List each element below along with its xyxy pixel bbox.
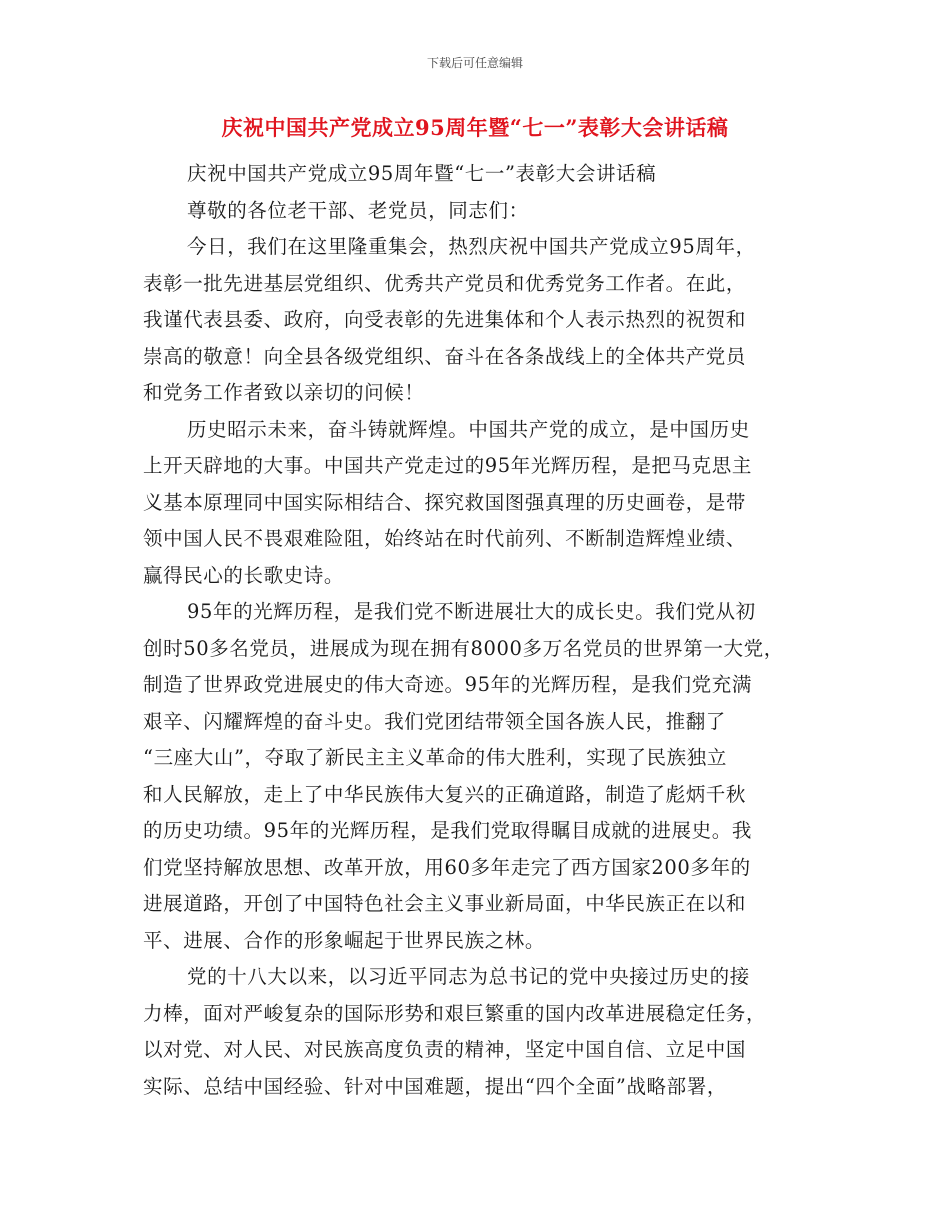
text-line: 历史昭示未来，奋斗铸就辉煌。中国共产党的成立，是中国历史 [187, 417, 750, 441]
text-line: 以对党、对人民、对民族高度负责的精神，坚定中国自信、立足中国 [143, 1038, 747, 1061]
text-line: 崇高的敬意！向全县各级党组织、奋斗在各条战线上的全体共产党员 [143, 344, 747, 368]
text-line: 实际、总结中国经验、针对中国难题，提出“四个全面”战略部署， [143, 1074, 727, 1098]
document-title: 庆祝中国共产党成立95周年暨“七一”表彰大会讲话稿 [221, 115, 729, 140]
text-line: 我谨代表县委、政府，向受表彰的先进集体和个人表示热烈的祝贺和 [143, 308, 747, 331]
text-line: 制造了世界政党进展史的伟大奇迹。95年的光辉历程，是我们党充满 [143, 673, 752, 696]
text-line: “三座大山”，夺取了新民主主义革命的伟大胜利，实现了民族独立 [143, 746, 727, 769]
text-line: 尊敬的各位老干部、老党员，同志们： [187, 198, 529, 222]
text-line: 力棒，面对严峻复杂的国际形势和艰巨繁重的国内改革进展稳定任务， [143, 1001, 767, 1025]
text-line: 创时50多名党员，进展成为现在拥有8000多万名党员的世界第一大党， [143, 636, 784, 660]
text-line: 平、进展、合作的形象崛起于世界民族之林。 [143, 928, 546, 952]
text-line: 和人民解放，走上了中华民族伟大复兴的正确道路，制造了彪炳千秋 [143, 782, 747, 806]
text-line: 上开天辟地的大事。中国共产党走过的95年光辉历程，是把马克思主 [143, 454, 752, 477]
header-note: 下载后可任意编辑 [426, 56, 523, 70]
text-line: 庆祝中国共产党成立95周年暨“七一”表彰大会讲话稿 [187, 162, 657, 185]
text-line: 和党务工作者致以亲切的问候！ [143, 381, 425, 404]
text-line: 今日，我们在这里隆重集会，热烈庆祝中国共产党成立95周年， [187, 235, 756, 258]
text-line: 领中国人民不畏艰难险阻，始终站在时代前列、不断制造辉煌业绩、 [143, 527, 747, 550]
document-body [143, 156, 833, 1105]
text-line: 艰辛、闪耀辉煌的奋斗史。我们党团结带领全国各族人民，推翻了 [143, 709, 726, 733]
text-line: 95年的光辉历程，是我们党不断进展壮大的成长史。我们党从初 [187, 600, 756, 623]
text-line: 党的十八大以来，以习近平同志为总书记的党中央接过历史的接 [187, 965, 750, 988]
text-line: 表彰一批先进基层党组织、优秀共产党员和优秀党务工作者。在此， [143, 271, 747, 295]
text-line: 的历史功绩。95年的光辉历程，是我们党取得瞩目成就的进展史。我 [143, 819, 752, 842]
text-line: 赢得民心的长歌史诗。 [143, 563, 345, 587]
text-line: 们党坚持解放思想、改革开放，用60多年走完了西方国家200多年的 [143, 855, 751, 879]
text-line: 进展道路，开创了中国特色社会主义事业新局面，中华民族正在以和 [143, 892, 747, 915]
text-line: 义基本原理同中国实际相结合、探究救国图强真理的历史画卷，是带 [143, 490, 747, 514]
